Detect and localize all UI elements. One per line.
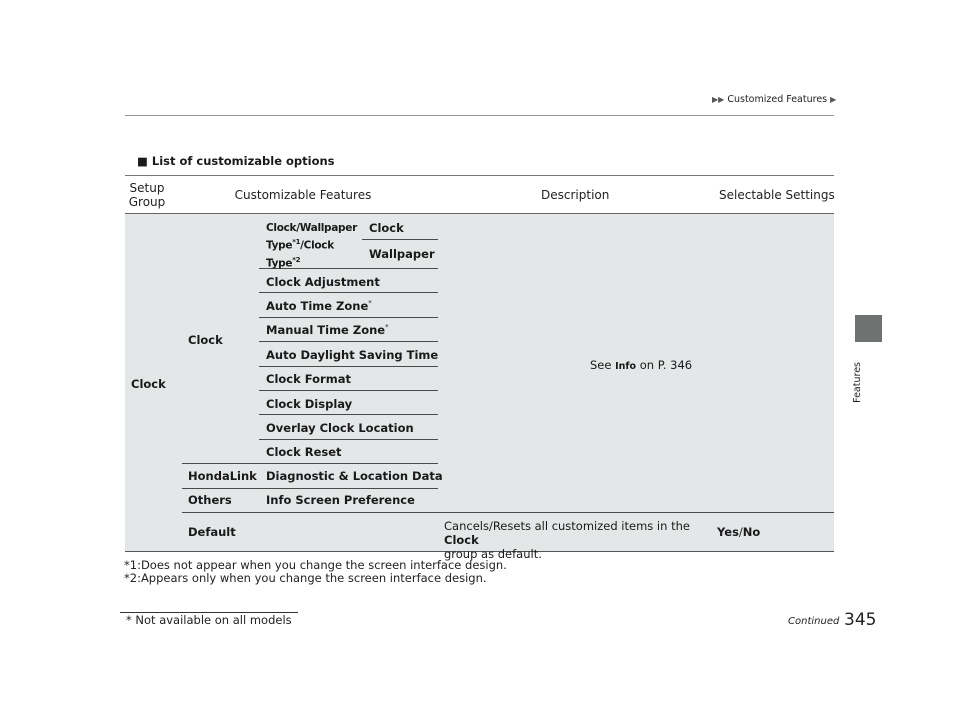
header-rule (125, 115, 834, 116)
table-top-rule (125, 175, 834, 176)
row-separator (259, 439, 438, 440)
default-description: Cancels/Resets all customized items in the Clock group as default. (444, 519, 690, 561)
continued-label: Continued (788, 616, 840, 627)
group-clock: Clock (131, 377, 166, 391)
subgroup-hondalink: HondaLink (188, 469, 257, 483)
header-features: Customizable Features (234, 188, 372, 202)
section-title: ■ List of customizable options (137, 154, 335, 168)
feature-item: Auto Time Zone* (266, 299, 372, 313)
feature-item: Auto Daylight Saving Time (266, 348, 439, 362)
feature-item: Overlay Clock Location (266, 421, 414, 435)
see-reference[interactable]: See Info on P. 346 (590, 358, 693, 372)
feature-item: Manual Time Zone* (266, 323, 389, 337)
breadcrumb[interactable] (712, 94, 836, 105)
row-separator (259, 292, 438, 293)
row-separator (259, 414, 438, 415)
row-separator (362, 239, 438, 240)
not-available-note: * Not available on all models (120, 612, 298, 627)
triangle-right-icon: ▶▶ (712, 95, 725, 104)
square-bullet-icon: ■ (137, 154, 148, 168)
header-description: Description (541, 188, 610, 202)
header-setup-group: Setup Group (128, 181, 166, 209)
subgroup-others: Others (188, 493, 232, 507)
feature-item: Diagnostic & Location Data (266, 469, 443, 483)
row-separator (259, 317, 438, 318)
row-default: Default (188, 525, 236, 539)
clock-type-item: Wallpaper (369, 247, 435, 261)
page-number: 345 (844, 610, 877, 630)
clock-type-item: Clock (369, 221, 404, 235)
row-separator (182, 463, 438, 464)
row-separator (259, 390, 438, 391)
footnote-1: *1:Does not appear when you change the screen interface design. (124, 558, 507, 572)
row-separator (259, 366, 438, 367)
chapter-tab[interactable] (855, 315, 882, 342)
feature-item: Clock Display (266, 397, 353, 411)
chapter-label: Features (852, 362, 863, 403)
feature-item: Info Screen Preference (266, 493, 415, 507)
feature-item: Clock Adjustment (266, 275, 380, 289)
feature-item: Clock Reset (266, 445, 342, 459)
row-separator (259, 341, 438, 342)
triangle-right-icon: ▶ (830, 95, 837, 104)
header-settings: Selectable Settings (719, 188, 835, 202)
footnote-2: *2:Appears only when you change the screen interface design. (124, 571, 487, 585)
row-separator (182, 488, 438, 489)
breadcrumb-label: Customized Features (727, 94, 828, 105)
feature-item: Clock Format (266, 372, 351, 386)
clock-type-label: Clock/Wallpaper Type$^{*1}$/Clock Type$^{*2}$ (266, 222, 357, 269)
subgroup-clock: Clock (188, 333, 223, 347)
row-separator (182, 512, 834, 513)
default-settings: Yes/No (717, 525, 761, 539)
